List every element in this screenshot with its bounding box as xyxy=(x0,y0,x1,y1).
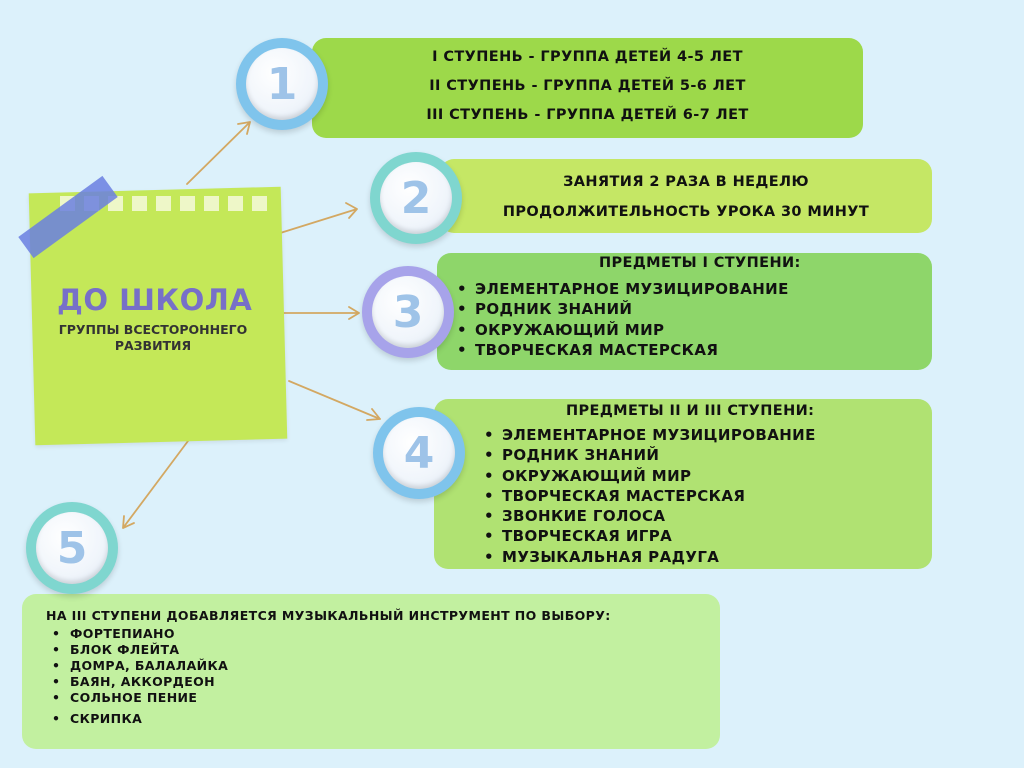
note-hole xyxy=(156,196,171,211)
step-5-number: 5 xyxy=(36,512,108,584)
list-item: • ОКРУЖАЮЩИЙ МИР xyxy=(502,466,816,486)
note-hole xyxy=(180,196,195,211)
step-3-list xyxy=(475,279,789,360)
arrow-to-step-2 xyxy=(277,203,357,234)
step-2-circle xyxy=(370,152,462,244)
step-4-heading: ПРЕДМЕТЫ II И III СТУПЕНИ: xyxy=(566,403,815,419)
list-item: • СОЛЬНОЕ ПЕНИЕ xyxy=(70,690,228,706)
step-1-number: 1 xyxy=(246,48,318,120)
list-item: • ЭЛЕМЕНТАРНОЕ МУЗИЦИРОВАНИЕ xyxy=(502,425,816,445)
step-3-heading: ПРЕДМЕТЫ I СТУПЕНИ: xyxy=(599,255,801,271)
list-item: • ТВОРЧЕСКАЯ МАСТЕРСКАЯ xyxy=(502,486,816,506)
arrow-to-step-5 xyxy=(123,441,188,528)
step-1-box xyxy=(312,38,863,138)
note-subtitle: ГРУППЫ ВСЕСТОРОННЕГО РАЗВИТИЯ xyxy=(58,322,248,353)
list-item: • ОКРУЖАЮЩИЙ МИР xyxy=(475,320,789,340)
list-item: • ФОРТЕПИАНО xyxy=(70,626,228,642)
list-item: • БЛОК ФЛЕЙТА xyxy=(70,642,228,658)
arrow-to-step-4 xyxy=(289,381,380,420)
step-1-line: I СТУПЕНЬ - ГРУППА ДЕТЕЙ 4-5 ЛЕТ xyxy=(432,49,743,65)
list-item: • ДОМРА, БАЛАЛАЙКА xyxy=(70,658,228,674)
step-2-box xyxy=(440,159,932,233)
step-2-line: ЗАНЯТИЯ 2 РАЗА В НЕДЕЛЮ xyxy=(563,174,809,190)
note-hole xyxy=(132,196,147,211)
arrow-to-step-1 xyxy=(187,122,250,184)
step-2-line: ПРОДОЛЖИТЕЛЬНОСТЬ УРОКА 30 МИНУТ xyxy=(502,204,870,220)
step-4-number: 4 xyxy=(383,417,455,489)
list-item: • РОДНИК ЗНАНИЙ xyxy=(502,445,816,465)
step-5-circle xyxy=(26,502,118,594)
list-item: • ЗВОНКИЕ ГОЛОСА xyxy=(502,506,816,526)
step-5-box xyxy=(22,594,720,749)
step-2-number: 2 xyxy=(380,162,452,234)
list-item: • ЭЛЕМЕНТАРНОЕ МУЗИЦИРОВАНИЕ xyxy=(475,279,789,299)
note-title: ДО ШКОЛА xyxy=(57,283,253,317)
arrow-to-step-3 xyxy=(280,307,359,319)
note-hole xyxy=(252,196,267,211)
step-3-box xyxy=(437,253,932,370)
step-1-line: III СТУПЕНЬ - ГРУППА ДЕТЕЙ 6-7 ЛЕТ xyxy=(426,107,749,123)
step-4-circle xyxy=(373,407,465,499)
step-4-box xyxy=(434,399,932,569)
step-1-circle xyxy=(236,38,328,130)
note-hole xyxy=(204,196,219,211)
step-1-line: II СТУПЕНЬ - ГРУППА ДЕТЕЙ 5-6 ЛЕТ xyxy=(429,78,746,94)
list-item: • ТВОРЧЕСКАЯ МАСТЕРСКАЯ xyxy=(475,340,789,360)
step-5-heading: НА III СТУПЕНИ ДОБАВЛЯЕТСЯ МУЗЫКАЛЬНЫЙ ИНСТРУМЕНТ ПО ВЫБОРУ: xyxy=(46,608,611,623)
list-item: • МУЗЫКАЛЬНАЯ РАДУГА xyxy=(502,547,816,567)
step-4-list xyxy=(502,425,816,567)
list-item: • СКРИПКА xyxy=(70,711,228,727)
list-item: • ТВОРЧЕСКАЯ ИГРА xyxy=(502,526,816,546)
list-item: • РОДНИК ЗНАНИЙ xyxy=(475,299,789,319)
list-item: • БАЯН, АККОРДЕОН xyxy=(70,674,228,690)
step-3-number: 3 xyxy=(372,276,444,348)
step-5-list xyxy=(70,626,228,727)
step-3-circle xyxy=(362,266,454,358)
note-hole xyxy=(228,196,243,211)
